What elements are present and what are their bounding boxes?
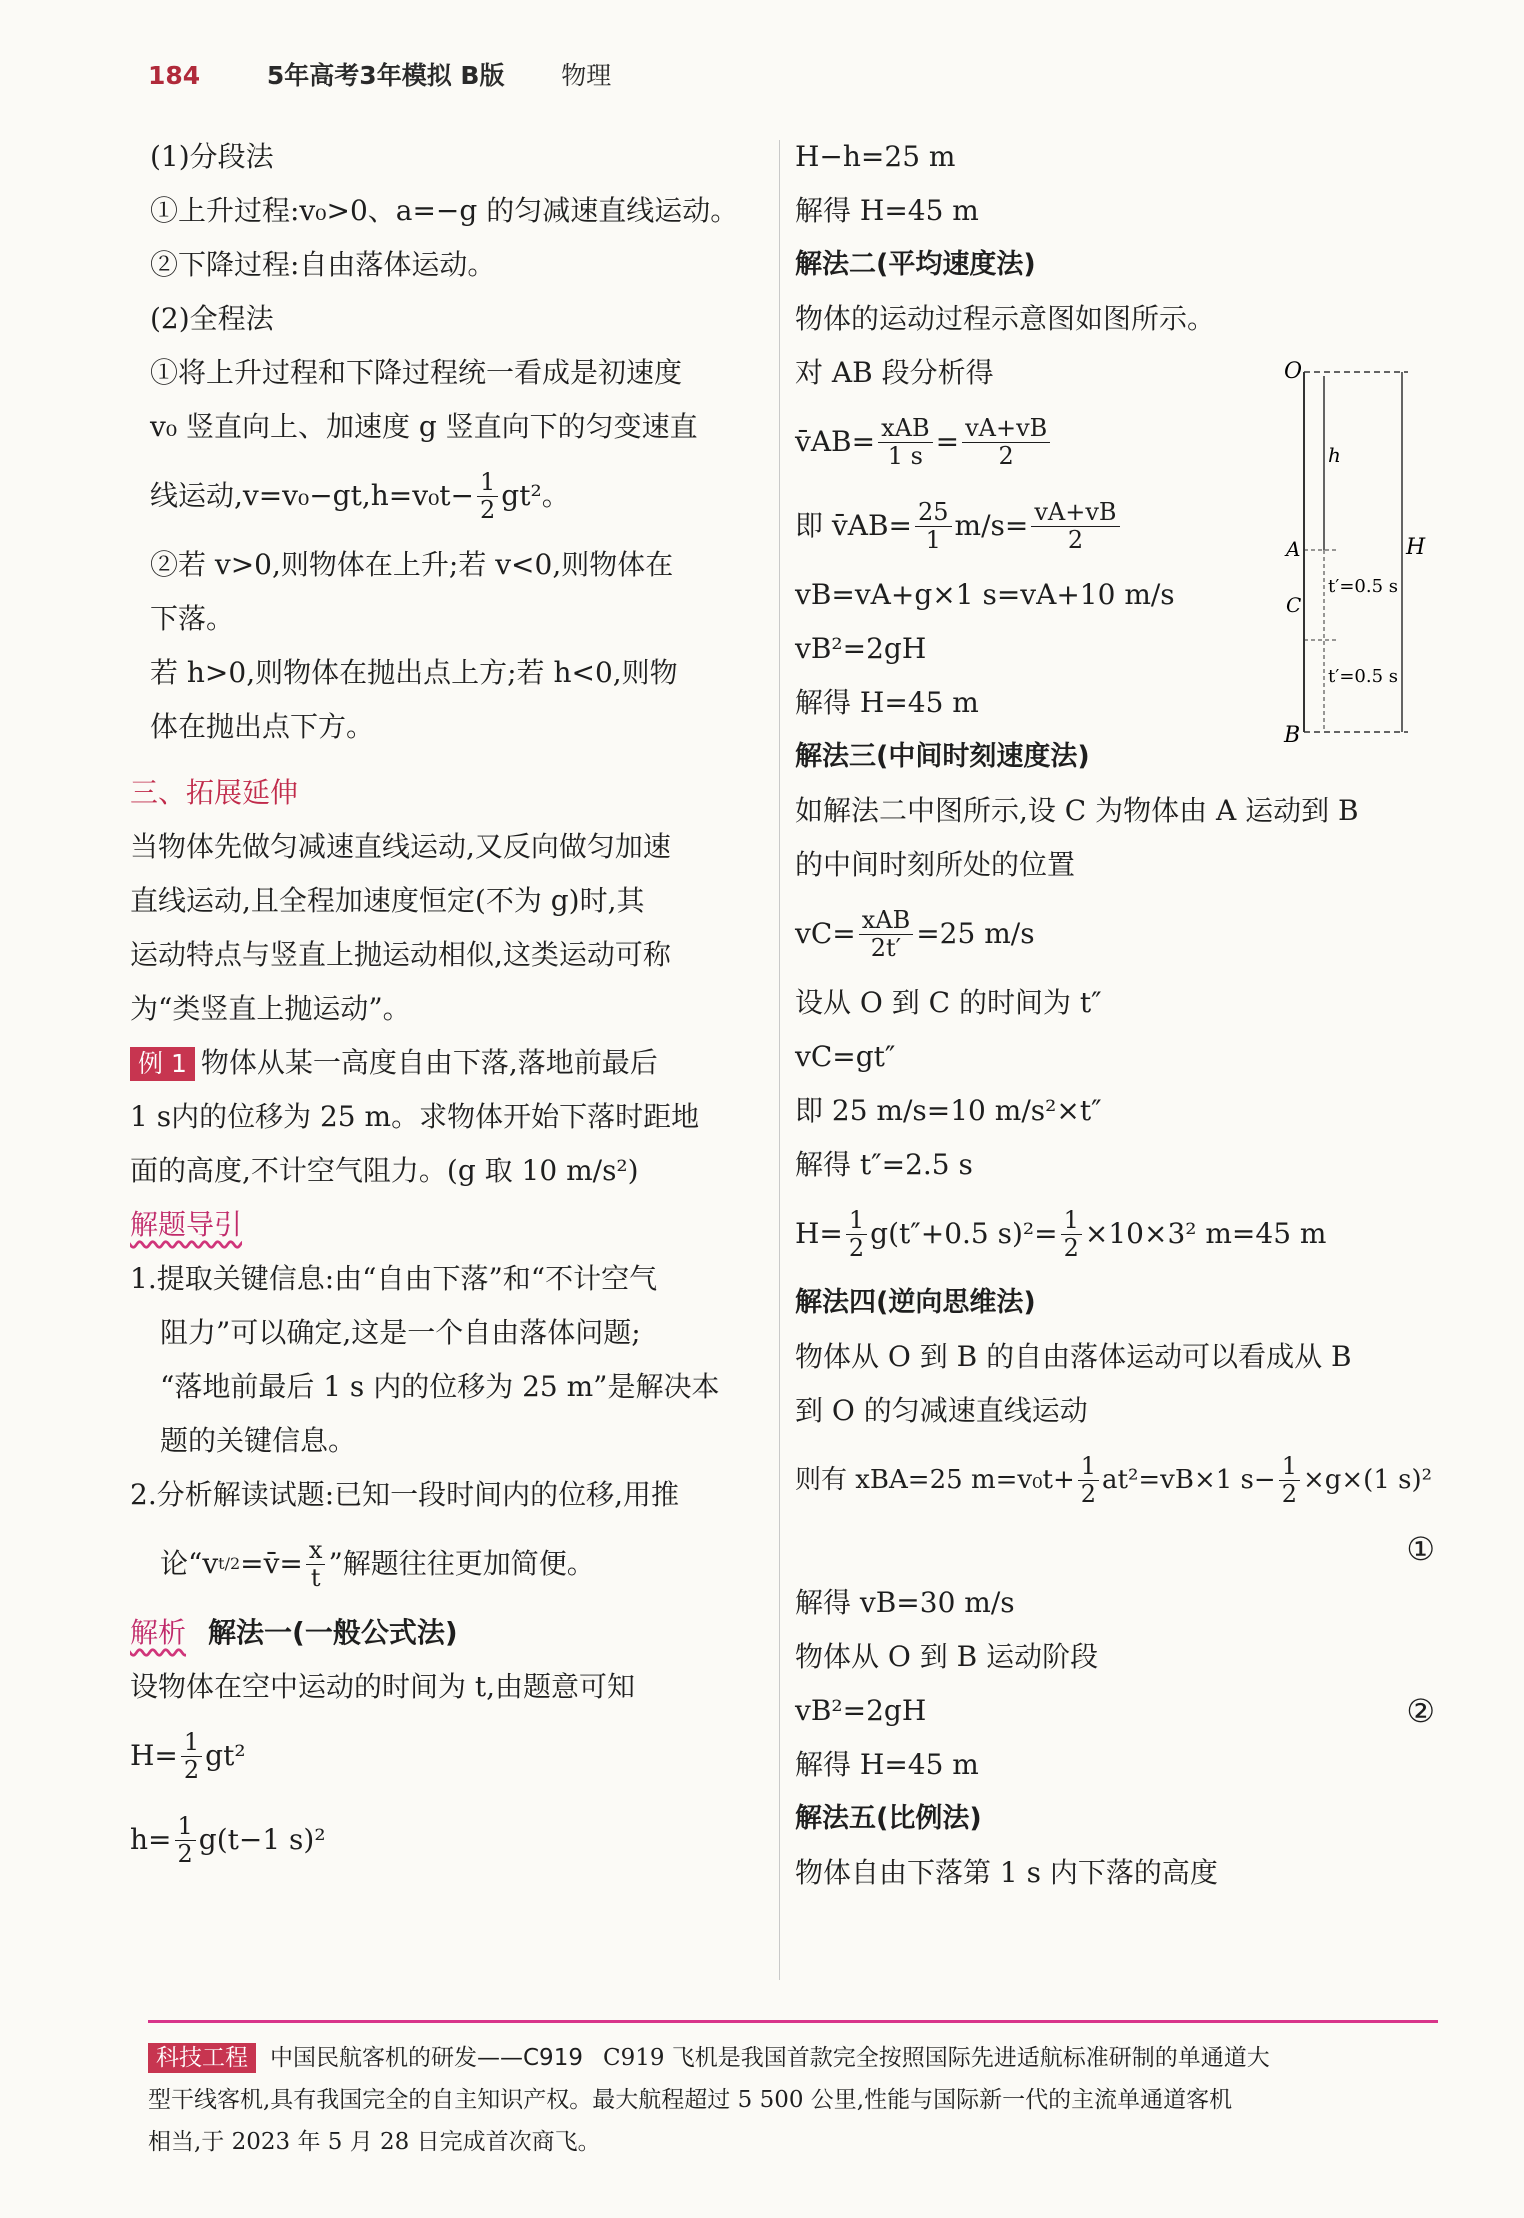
text-line: 若 h>0,则物体在抛出点上方;若 h<0,则物 — [150, 656, 678, 689]
label-t1: t′=0.5 s — [1328, 576, 1398, 597]
method-heading: 解法二(平均速度法) — [795, 249, 1036, 280]
formula-line: 即 v̄AB= $\frac{25}{1}$ m/s= $\frac{vA+vB}{2}$ — [795, 484, 1435, 568]
formula-text: gt²。 — [501, 479, 570, 512]
fraction: $\frac{\text{xAB}}{2t'}$ — [859, 907, 914, 961]
text-line: 到 O 的匀减速直线运动 — [795, 1394, 1088, 1427]
fraction: $\frac{1}{2}$ — [1279, 1453, 1300, 1507]
left-column — [130, 130, 765, 1882]
fraction: $\frac{1}{2}$ — [477, 469, 498, 523]
footer-heading: 中国民航客机的研发——C919 — [270, 2045, 583, 2071]
footer-line: 相当,于 2023 年 5 月 28 日完成首次商飞。 — [148, 2129, 601, 2155]
text-line: 题的关键信息。 — [160, 1424, 357, 1457]
fraction: $\frac{25}{1}$ — [915, 499, 952, 553]
formula-line: H= $\frac{1}{2}$ gt² — [130, 1728, 246, 1784]
text-line: 当物体先做匀减速直线运动,又反向做匀加速 — [130, 830, 671, 863]
text-line: (2)全程法 — [150, 302, 274, 335]
footer-tag: 科技工程 — [148, 2043, 256, 2073]
label-c: C — [1286, 593, 1302, 617]
text-line: ②若 v>0,则物体在上升;若 v<0,则物体在 — [150, 548, 674, 581]
text-line: 阻力”可以确定,这是一个自由落体问题; — [160, 1316, 641, 1349]
formula-line: h= $\frac{1}{2}$ g(t−1 s)² — [130, 1812, 326, 1868]
text-line: 设从 O 到 C 的时间为 t″ — [795, 986, 1102, 1019]
text-line: 运动特点与竖直上抛运动相似,这类运动可称 — [130, 938, 671, 971]
text-line: 解得 H=45 m — [795, 194, 979, 227]
equation-number-row — [795, 1522, 1435, 1576]
text-line: 解得 t″=2.5 s — [795, 1148, 973, 1181]
text-line: 解得 vB=30 m/s — [795, 1586, 1015, 1619]
motion-diagram — [1278, 350, 1438, 750]
text-line: vB²=2gH ② — [795, 1684, 1435, 1738]
section-heading: 三、拓展延伸 — [130, 776, 299, 809]
text-line: 设物体在空中运动的时间为 t,由题意可知 — [130, 1670, 636, 1703]
label-big-h: H — [1406, 535, 1426, 560]
text-line: 为“类竖直上抛运动”。 — [130, 992, 411, 1025]
label-a: A — [1286, 537, 1301, 561]
formula-line — [130, 454, 765, 538]
fraction: $\frac{vA+vB}{2}$ — [962, 415, 1050, 469]
text-line: H−h=25 m — [795, 140, 956, 173]
book-subject: 物理 — [561, 61, 612, 90]
formula-line: 论“v t/2 =v̄= $\frac{x}{t}$ ”解题往往更加简便。 — [160, 1536, 595, 1592]
formula-text: 线运动,v=v₀−gt,h=v₀t− — [150, 479, 475, 512]
text-line: ①将上升过程和下降过程统一看成是初速度 — [150, 356, 683, 389]
text-line: 体在抛出点下方。 — [150, 710, 375, 743]
method-heading: 解法四(逆向思维法) — [795, 1287, 1036, 1318]
text-line: 如解法二中图所示,设 C 为物体由 A 运动到 B — [795, 794, 1359, 827]
text-line: vC=gt″ — [795, 1040, 896, 1073]
fraction: $\frac{\text{xAB}}{1 s}$ — [878, 415, 933, 469]
text-line: vB²=2gH — [795, 632, 927, 665]
fraction: $\frac{x}{t}$ — [306, 1537, 326, 1591]
text-line: 对 AB 段分析得 — [795, 356, 994, 389]
formula-line: v̄AB= $\frac{\text{xAB}}{1 s}$ = $\frac{vA+vB}{2}$ — [795, 400, 1435, 484]
guide-heading: 解题导引 — [130, 1208, 243, 1241]
text-line: 2.分析解读试题:已知一段时间内的位移,用推 — [130, 1478, 680, 1511]
text-line: 解得 H=45 m — [795, 686, 979, 719]
label-b: B — [1284, 723, 1301, 748]
label-t2: t′=0.5 s — [1328, 666, 1398, 687]
fraction: $\frac{vA+vB}{2}$ — [1031, 499, 1119, 553]
text-line: 解得 H=45 m — [795, 1748, 979, 1781]
text-line: “落地前最后 1 s 内的位移为 25 m”是解决本 — [160, 1370, 720, 1403]
text-line: 物体的运动过程示意图如图所示。 — [795, 302, 1216, 335]
footer-note — [148, 2020, 1438, 2163]
text-line: 1.提取关键信息:由“自由下落”和“不计空气 — [130, 1262, 658, 1295]
label-h: h — [1328, 443, 1341, 467]
method-heading: 解法五(比例法) — [795, 1803, 982, 1834]
text-line: 物体从 O 到 B 运动阶段 — [795, 1640, 1099, 1673]
equation-number: ① — [1406, 1530, 1435, 1568]
text-line: 面的高度,不计空气阻力。(g 取 10 m/s²) — [130, 1154, 639, 1187]
footer-line: 型干线客机,具有我国完全的自主知识产权。最大航程超过 5 500 公里,性能与国际新一代的主流单通道客机 — [148, 2087, 1233, 2113]
text-line: 物体从 O 到 B 的自由落体运动可以看成从 B — [795, 1340, 1352, 1373]
fraction: $\frac{1}{2}$ — [1061, 1207, 1082, 1261]
text-line: vB=vA+g×1 s=vA+10 m/s — [795, 578, 1175, 611]
text-line: 1 s内的位移为 25 m。求物体开始下落时距地 — [130, 1100, 700, 1133]
fraction: $\frac{1}{2}$ — [181, 1729, 202, 1783]
text-line: v₀ 竖直向上、加速度 g 竖直向下的匀变速直 — [150, 410, 698, 443]
method-heading: 解法三(中间时刻速度法) — [795, 741, 1090, 772]
equation-number: ② — [1406, 1692, 1435, 1730]
fraction: $\frac{1}{2}$ — [175, 1813, 196, 1867]
analysis-heading: 解析 解法一(一般公式法) — [130, 1616, 458, 1649]
book-title: 5年高考3年模拟 B版 — [266, 61, 505, 90]
example-tag: 例 1 — [130, 1047, 195, 1081]
column-divider — [779, 140, 780, 1980]
page-header — [148, 56, 611, 92]
text-line: ①上升过程:v₀>0、a=−g 的匀减速直线运动。 — [150, 194, 739, 227]
text-line: ②下降过程:自由落体运动。 — [150, 248, 496, 281]
text-line: 物体自由下落第 1 s 内下落的高度 — [795, 1856, 1218, 1889]
text-line: (1)分段法 — [150, 140, 274, 173]
text-line: 即 25 m/s=10 m/s²×t″ — [795, 1094, 1102, 1127]
text-line: 的中间时刻所处的位置 — [795, 848, 1076, 881]
footer-line: 科技工程 中国民航客机的研发——C919 C919 飞机是我国首款完全按照国际先进适航标准研制的单通道大 — [148, 2037, 1438, 2079]
fraction: $\frac{1}{2}$ — [1078, 1453, 1099, 1507]
formula-line: H= $\frac{1}{2}$ g(t″+0.5 s)²= $\frac{1}{2}$ ×10×3² m=45 m — [795, 1206, 1327, 1262]
fraction: $\frac{1}{2}$ — [846, 1207, 867, 1261]
text-line: 下落。 — [150, 602, 235, 635]
label-o: O — [1284, 359, 1303, 384]
text-line: 直线运动,且全程加速度恒定(不为 g)时,其 — [130, 884, 645, 917]
formula-line: 则有 xBA=25 m=v₀t+ $\frac{1}{2}$ at²=vB×1 s− $\frac{1}{2}$ ×g×(1 s)² — [795, 1452, 1433, 1508]
example-line: 例 1 物体从某一高度自由下落,落地前最后 — [130, 1036, 765, 1090]
formula-line: vC= $\frac{\text{xAB}}{2t'}$ =25 m/s — [795, 906, 1035, 962]
page-number: 184 — [148, 61, 201, 90]
